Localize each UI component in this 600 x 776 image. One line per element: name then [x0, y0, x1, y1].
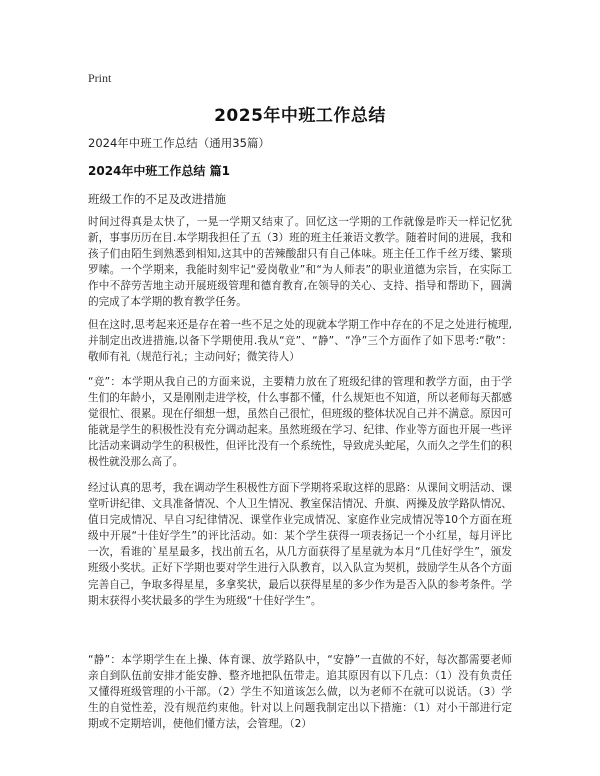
body-paragraph: “静”：本学期学生在上操、体育课、放学路队中，“安静”一直做的不好，每次都需要老师亲自到队伍前安排才能安静、整齐地把队伍带走。追其原因有以下几点：（1）没有负责任又懂得班级管理的小干部。（2）学生不知道该怎么做，以为老师不在就可以说话。（3）学生的自觉性差，没有规范约束他。针对以上问题我制定出以下措施：（1）对小干部进行定期或不定期培训，使他们懂方法，会管理。（2） [88, 654, 512, 731]
print-link[interactable]: Print [88, 71, 112, 85]
body-paragraph: 但在这时,思考起来还是存在着一些不足之处的现就本学期工作中存在的不足之处进行梳理,并制定出改进措施,以备下学期使用.我从“竞”、“静”、“净”三个方面作了如下思考:“敬”：敬师有礼（规范行礼；主动问好；微笑待人） [88, 319, 512, 364]
body-paragraph: 经过认真的思考，我在调动学生积极性方面下学期将采取这样的思路：从课间文明活动、课堂听讲纪律、文具准备情况、个人卫生情况、教室保洁情况、升旗、两操及放学路队情况、值日完成情况、早自习纪律情况、课堂作业完成情况、家庭作业完成情况等10个方面在班级中开展“十佳好学生”的评比活动。如：某个学生获得一项表扬记一个小红星，每月评比一次，看谁的`星星最多，找出前五名，从几方面获得了星星就为本月“几佳好学生”，颁发班级小奖状。正好下学期也要对学生进行入队教育，以入队宣为契机，鼓励学生从各个方面完善自己，争取多得星星，多拿奖状，最后以获得星星的多少作为是否入队的参考条件。学期末获得小奖状最多的学生为班级“十佳好学生”。 [88, 482, 512, 607]
body-paragraph: “竞”：本学期从我自己的方面来说，主要精力放在了班级纪律的管理和教学方面，由于学生们的年龄小，又是刚刚走进学校，什么事都不懂，什么规矩也不知道，所以老师每天都感觉很忙、很累。现在仔细想一想，虽然自己很忙，但班级的整体状况自己并不满意。原因可能就是学生的积极性没有充分调动起来。虽然班级在学习、纪律、作业等方面也开展一些评比活动来调动学生的积极性，但评比没有一个系统性，导致虎头蛇尾，久而久之学生们的积极性就没那么高了。 [88, 376, 512, 469]
paragraph-heading: 班级工作的不足及改进措施 [88, 192, 226, 206]
document-subtitle: 2024年中班工作总结（通用35篇） [88, 136, 270, 150]
body-paragraph: 时间过得真是太快了，一晃一学期又结束了。回忆这一学期的工作就像是昨天一样记忆犹新，事事历历在目.本学期我担任了五（3）班的班主任兼语文教学。随着时间的进展，我和孩子们由陌生到熟悉到相知,这其中的苦辣酸甜只有自己体味。班主任工作千丝万缕、繁琐罗嗦。一个学期来，我能时刻牢记“爱岗敬业”和“为人师表”的职业道德为宗旨，在实际工作中不辞劳苦地主动开展班级管理和德育教育,在领导的关心、支持、指导和帮助下，圆满的完成了本学期的教育教学任务。 [88, 216, 512, 309]
page-title: 2025年中班工作总结 [214, 106, 386, 126]
section-heading: 2024年中班工作总结 篇1 [88, 164, 230, 178]
